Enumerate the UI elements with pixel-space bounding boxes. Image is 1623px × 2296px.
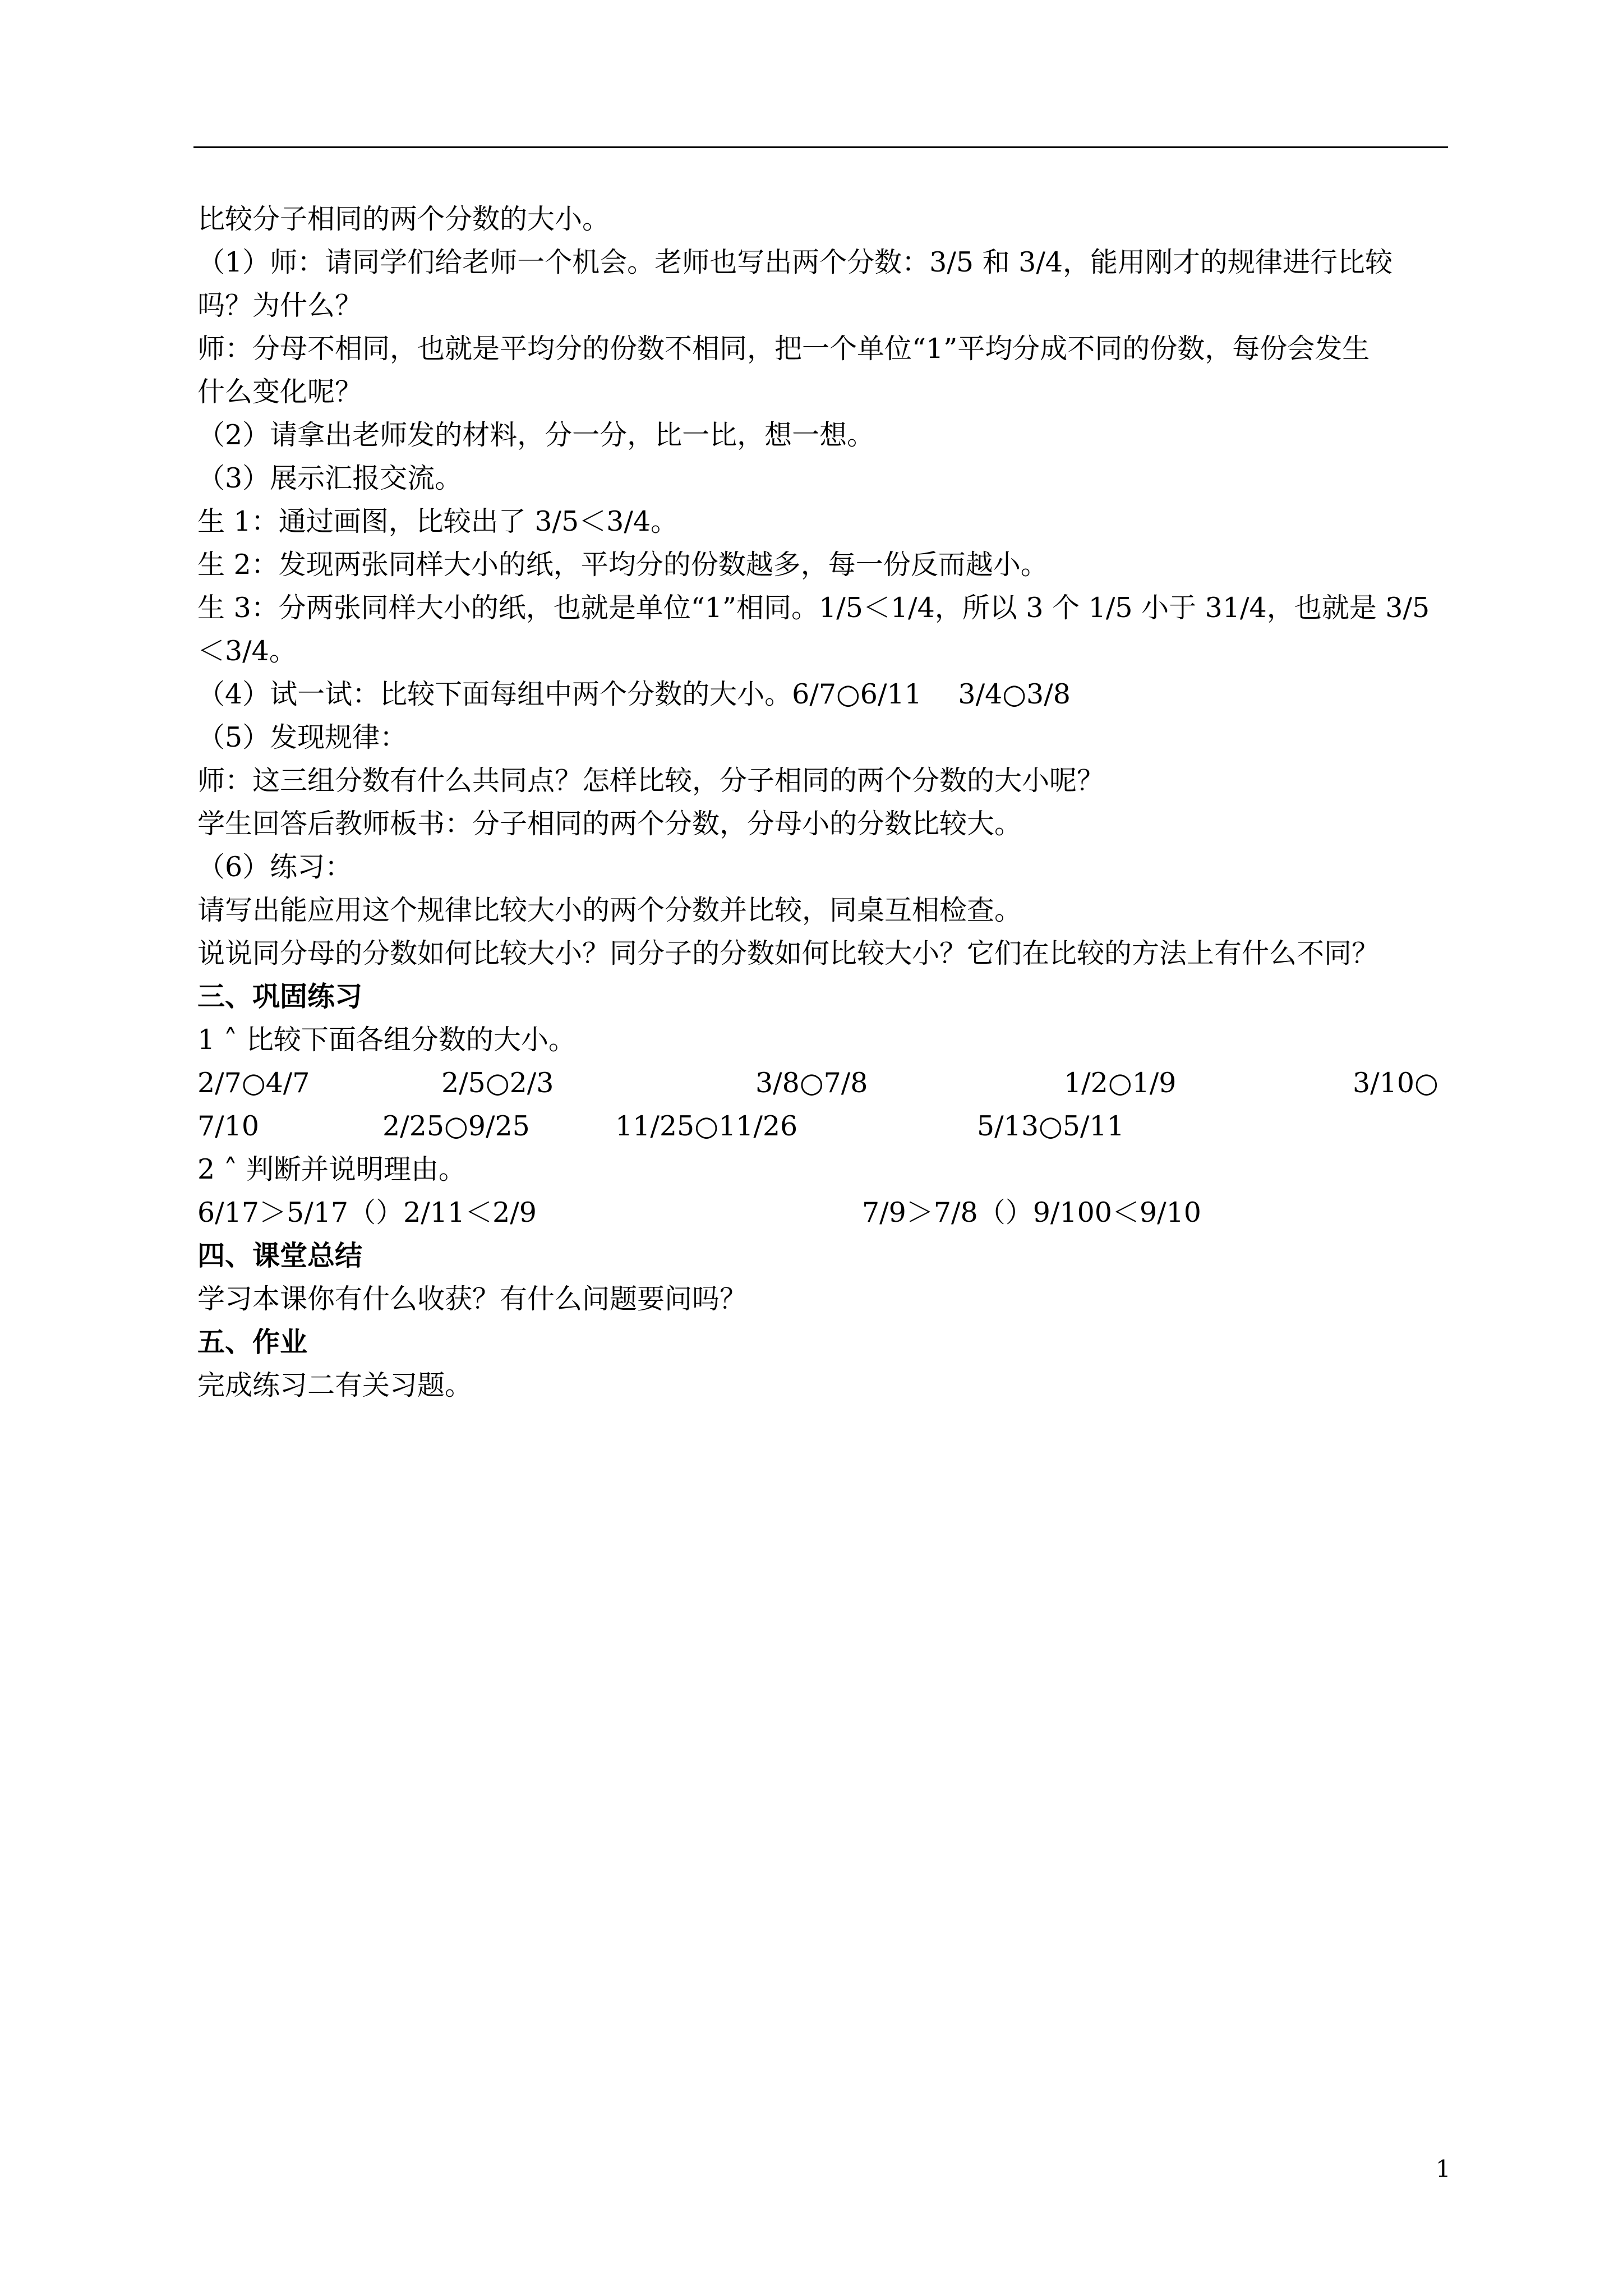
- fraction-pair: 11/25○11/26: [615, 1110, 798, 1142]
- paragraph-line: 师：这三组分数有什么共同点？怎样比较，分子相同的两个分数的大小呢？: [197, 765, 1105, 797]
- paragraph-line: 学生回答后教师板书：分子相同的两个分数，分母小的分数比较大。: [197, 808, 1022, 840]
- exercise-2-title: 2 ˄ 判断并说明理由。: [197, 1153, 466, 1185]
- paragraph-line: （2）请拿出老师发的材料，分一分，比一比，想一想。: [197, 419, 875, 451]
- judgement-item: 6/17＞5/17（）2/11＜2/9: [197, 1197, 537, 1228]
- exercise-1-row-1: [197, 1061, 1448, 1105]
- judgement-item: 7/9＞7/8（）9/100＜9/10: [862, 1197, 1201, 1228]
- paragraph-line: 说说同分母的分数如何比较大小？同分子的分数如何比较大小？它们在比较的方法上有什么不同？: [197, 937, 1380, 969]
- fraction-pair: 2/25○9/25: [382, 1110, 530, 1142]
- paragraph-line: （4）试一试：比较下面每组中两个分数的大小。6/7○6/11 3/4○3/8: [197, 678, 1071, 710]
- fraction-pair: 1/2○1/9: [1064, 1067, 1177, 1099]
- summary-text: 学习本课你有什么收获？有什么问题要问吗？: [197, 1283, 748, 1315]
- exercise-1-row-2: [197, 1105, 1448, 1148]
- homework-text: 完成练习二有关习题。: [197, 1369, 473, 1401]
- fraction-pair: 2/5○2/3: [441, 1067, 554, 1099]
- paragraph-line: （1）师：请同学们给老师一个机会。老师也写出两个分数：3/5 和 3/4，能用刚才的规律进行比较: [197, 246, 1393, 278]
- fraction-pair: 3/8○7/8: [755, 1067, 868, 1099]
- section-heading-summary: 四、课堂总结: [197, 1239, 363, 1272]
- paragraph-line: 师：分母不相同，也就是平均分的份数不相同，把一个单位“1”平均分成不同的份数，每份会发生: [197, 333, 1370, 365]
- paragraph-line: 生 2：发现两张同样大小的纸，平均分的份数越多，每一份反而越小。: [197, 549, 1048, 581]
- exercise-2-row: [197, 1191, 1448, 1234]
- paragraph-line: 什么变化呢？: [197, 376, 363, 408]
- paragraph-line: （6）练习：: [197, 851, 353, 883]
- fraction-pair: 7/10: [197, 1110, 260, 1142]
- fraction-pair: 5/13○5/11: [977, 1110, 1124, 1142]
- paragraph-line: 生 3：分两张同样大小的纸，也就是单位“1”相同。1/5＜1/4，所以 3 个 1/5 小于 31/4，也就是 3/5: [197, 592, 1430, 624]
- paragraph-line: 吗？为什么？: [197, 289, 363, 321]
- paragraph-line: 生 1：通过画图，比较出了 3/5＜3/4。: [197, 505, 679, 537]
- section-heading-consolidation: 三、巩固练习: [197, 980, 363, 1013]
- fraction-pair: 2/7○4/7: [197, 1067, 310, 1099]
- page-number: 1: [1436, 2155, 1451, 2183]
- document-body: [197, 197, 1448, 1407]
- section-heading-homework: 五、作业: [197, 1326, 308, 1358]
- paragraph-line: （3）展示汇报交流。: [197, 462, 463, 494]
- paragraph-line: 请写出能应用这个规律比较大小的两个分数并比较，同桌互相检查。: [197, 894, 1022, 926]
- paragraph-line: 比较分子相同的两个分数的大小。: [197, 203, 610, 235]
- header-rule: [193, 146, 1448, 148]
- paragraph-line: （5）发现规律：: [197, 721, 408, 753]
- fraction-pair: 3/10○: [1353, 1067, 1438, 1099]
- paragraph-line: ＜3/4。: [197, 635, 297, 667]
- exercise-1-title: 1 ˄ 比较下面各组分数的大小。: [197, 1024, 576, 1056]
